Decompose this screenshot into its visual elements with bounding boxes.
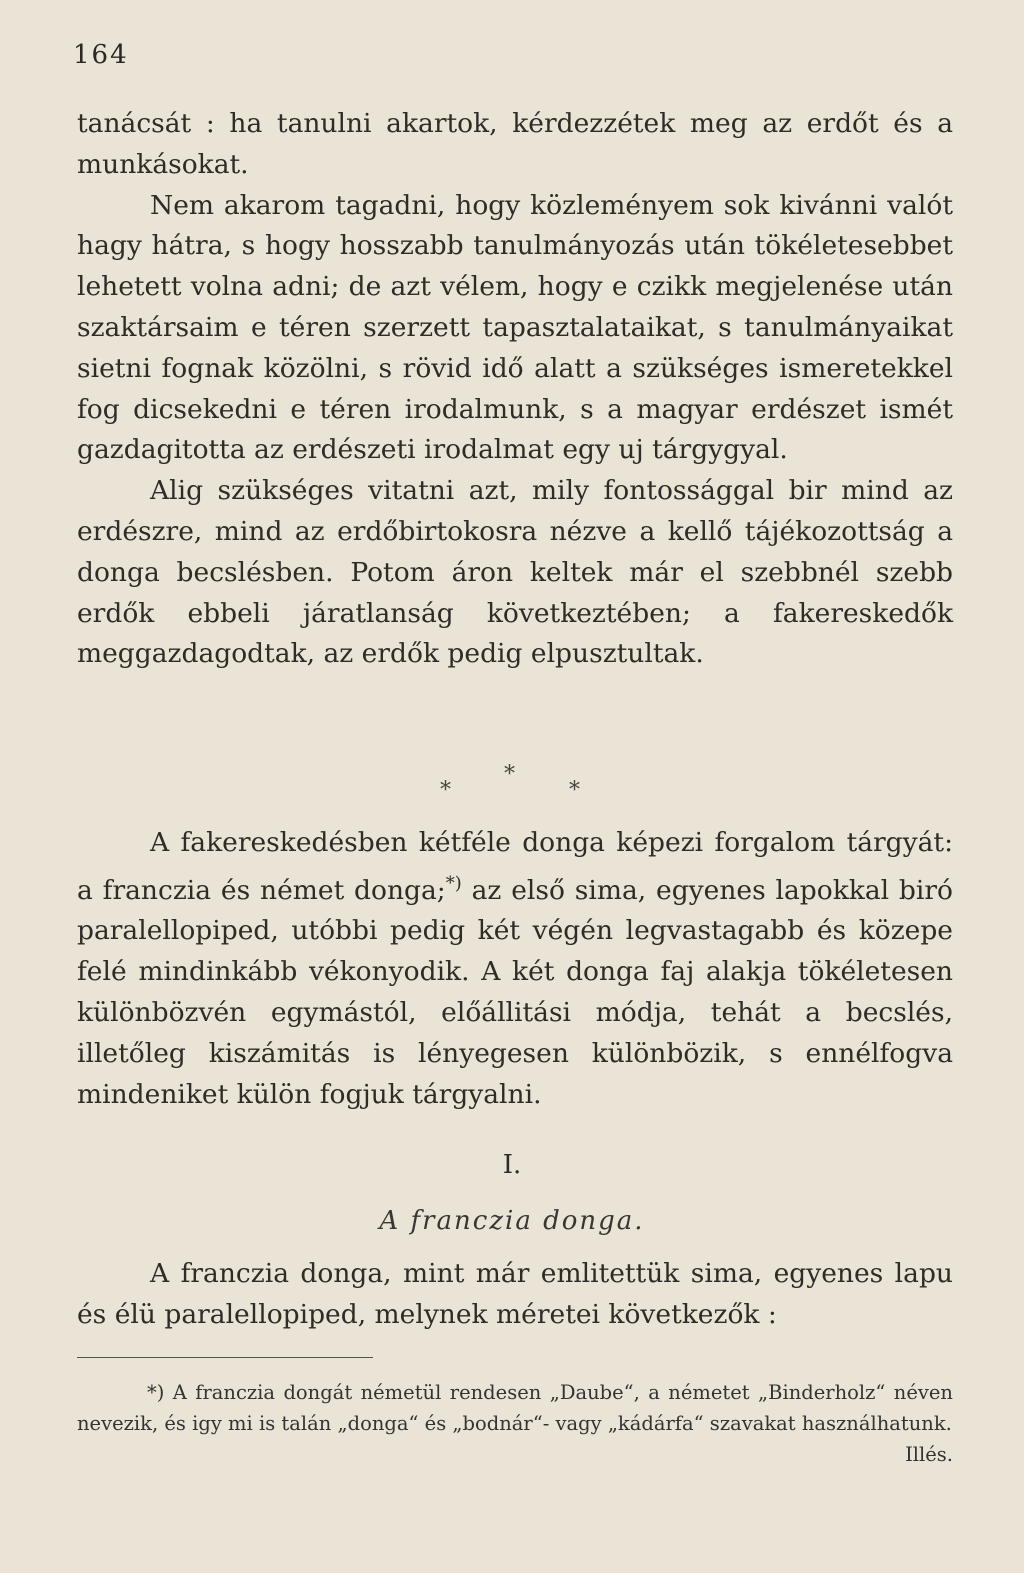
asterism-star-top: *	[504, 762, 515, 787]
footnote-rule	[77, 1357, 373, 1358]
footnote-text	[77, 1377, 953, 1466]
section-one-body	[77, 1254, 953, 1336]
footnote-reference: *)	[445, 872, 462, 894]
footnote-marker: *)	[147, 1381, 165, 1404]
paragraph-3: Alig szükséges vitatni azt, mily fontossággal bir mind az erdészre, mind az erdőbirtokosra nézve a kellő tájékozottság a donga becslésben. Potom áron keltek már el szebbnél szebb erdők ebbeli járatlanság következtében; a fakereskedők meggazdagodtak, az erdők pedig elpusztultak.	[77, 475, 953, 670]
asterism-divider	[0, 762, 1024, 812]
paragraph-2: Nem akarom tagadni, hogy közleményem sok kivánni valót hagy hátra, s hogy hosszabb tanulmányozás után tökéletesebbet lehetett volna adni; de azt vélem, hogy e czikk megjelenése után szaktársaim e téren szerzett tapasztalataikat, s tanulmányaikat sietni fognak közölni, s rövid idő alatt a szükséges ismeretekkel fog dicsekedni e téren irodalmunk, s a magyar erdészet ismét gazdagitotta az erdészeti irodalmat egy uj tárgygyal.	[77, 189, 953, 466]
asterism-star-left: *	[440, 778, 451, 803]
footnote	[77, 1377, 953, 1470]
asterism-star-right: *	[569, 778, 580, 803]
section-intro	[77, 823, 953, 1115]
paragraph-1: tanácsát : ha tanulni akartok, kérdezzétek meg az erdőt és a munkásokat.	[77, 108, 953, 180]
footnote-author: Illés.	[905, 1443, 953, 1466]
paragraph-4	[77, 823, 953, 1115]
section-title: A franczia donga.	[379, 1206, 645, 1236]
main-text	[77, 104, 953, 675]
section-numeral: I.	[502, 1150, 522, 1180]
paragraph-4-start: A fakereskedésben kétféle donga képezi forgalom tárgyát: a franczia és német donga;	[77, 827, 953, 906]
footnote-body: A franczia dongát németül rendesen „Daube“, a németet „Binderholz“ néven nevezik, és igy mi is talán „donga“ és „bodnár“- vagy „kádárfa“ szavakat használhatunk.	[77, 1381, 953, 1435]
paragraph-4-end: az első sima, egyenes lapokkal biró paralellopiped, utóbbi pedig két végén legvastagabb és közepe felé mindinkább vékonyodik. A két donga faj alakja tökéletesen különbözvén egymástól, előállitási módja, tehát a becslés, illetőleg kiszámitás is lényegesen különbözik, s ennélfogva mindeniket külön fogjuk tárgyalni.	[77, 874, 953, 1110]
paragraph-5: A franczia donga, mint már emlitettük sima, egyenes lapu és élü paralellopiped, melynek méretei következők :	[77, 1258, 953, 1330]
page-number: 164	[73, 40, 129, 70]
